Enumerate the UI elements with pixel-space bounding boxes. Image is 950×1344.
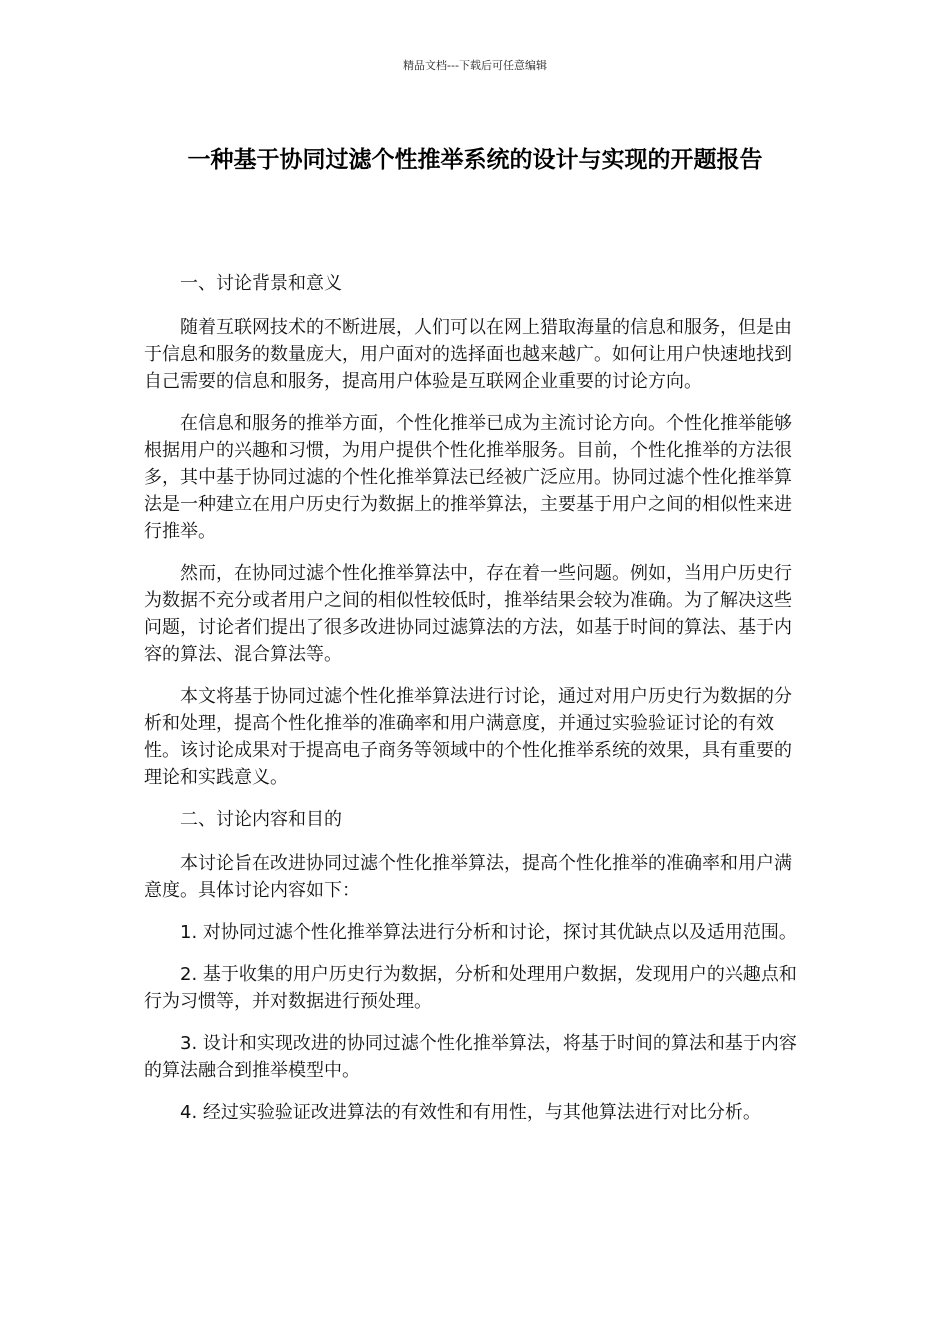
list-item: 3. 设计和实现改进的协同过滤个性化推举算法，将基于时间的算法和基于内容的算法融合到推举模型中。: [144, 1033, 797, 1081]
list-item: 1. 对协同过滤个性化推举算法进行分析和讨论，探讨其优缺点以及适用范围。: [180, 922, 797, 943]
paragraph: 随着互联网技术的不断进展，人们可以在网上猎取海量的信息和服务，但是由于信息和服务的数量庞大，用户面对的选择面也越来越广。如何让用户快速地找到自己需要的信息和服务，提高用户体验是互联网企业重要的讨论方向。: [144, 317, 792, 392]
paragraph: 然而，在协同过滤个性化推举算法中，存在着一些问题。例如，当用户历史行为数据不充分或者用户之间的相似性较低时，推举结果会较为准确。为了解决这些问题，讨论者们提出了很多改进协同过滤算法的方法，如基于时间的算法、基于内容的算法、混合算法等。: [144, 563, 792, 665]
header-note: 精品文档---下载后可任意编辑: [403, 59, 547, 72]
section-heading-content: 二、讨论内容和目的: [180, 809, 342, 830]
list-item: 4. 经过实验验证改进算法的有效性和有用性，与其他算法进行对比分析。: [180, 1102, 761, 1123]
section-heading-background: 一、讨论背景和意义: [180, 273, 342, 294]
list-item: 2. 基于收集的用户历史行为数据，分析和处理用户数据，发现用户的兴趣点和行为习惯等，并对数据进行预处理。: [144, 964, 797, 1012]
paragraph: 在信息和服务的推举方面，个性化推举已成为主流讨论方向。个性化推举能够根据用户的兴趣和习惯，为用户提供个性化推举服务。目前，个性化推举的方法很多，其中基于协同过滤的个性化推举算法已经被广泛应用。协同过滤个性化推举算法是一种建立在用户历史行为数据上的推举算法，主要基于用户之间的相似性来进行推举。: [144, 413, 792, 542]
paragraph: 本讨论旨在改进协同过滤个性化推举算法，提高个性化推举的准确率和用户满意度。具体讨论内容如下：: [144, 853, 792, 901]
paragraph: 本文将基于协同过滤个性化推举算法进行讨论，通过对用户历史行为数据的分析和处理，提高个性化推举的准确率和用户满意度，并通过实验验证讨论的有效性。该讨论成果对于提高电子商务等领域中的个性化推举系统的效果，具有重要的理论和实践意义。: [144, 686, 792, 788]
document-title: 一种基于协同过滤个性推举系统的设计与实现的开题报告: [187, 147, 763, 173]
document-body: [144, 270, 804, 1141]
